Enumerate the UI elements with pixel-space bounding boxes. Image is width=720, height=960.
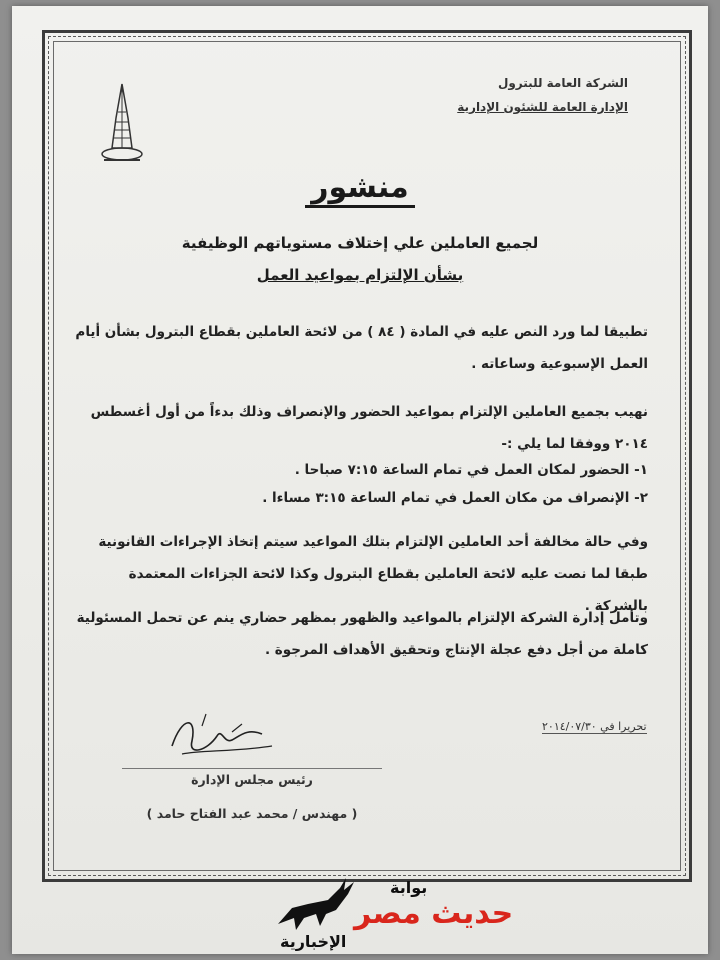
watermark-portal: بوابة (390, 878, 428, 897)
paragraph-violation: وفي حالة مخالفة أحد العاملين الإلتزام بتلك المواعيد سيتم إتخاذ الإجراءات القانونية طبقا لما نصت عليه لائحة العاملين بقطاع البترول وكذا لائحة الجزاءات المعتمدة بالشركة . (98, 534, 648, 614)
document-title (12, 170, 708, 205)
list-item: ٢- الإنصراف من مكان العمل في تمام الساعة ٣:١٥ مساءا . (262, 490, 648, 506)
paragraph-intro: تطبيقا لما ورد النص عليه في المادة ( ٨٤ ) من لائحة العاملين بقطاع البترول بشأن أيام العمل الإسبوعية وساعاته . (75, 324, 648, 372)
company-logo-icon (98, 78, 146, 168)
watermark-news: الإخبارية (280, 932, 347, 951)
list-item: ١- الحضور لمكان العمل في تمام الساعة ٧:١٥ صباحا . (294, 462, 648, 478)
signer-title: رئيس مجلس الإدارة (191, 772, 313, 787)
handwritten-signature (162, 706, 282, 766)
company-name: الشركة العامة للبترول (497, 76, 628, 90)
issue-date: تحريرا في ٢٠١٤/٠٧/٣٠ (542, 720, 647, 733)
subtitle-topic: بشأن الإلتزام بمواعيد العمل (256, 266, 464, 284)
paragraph-closing: وتأمل إدارة الشركة الإلتزام بالمواعيد والظهور بمظهر حضاري ينم عن تحمل المسئولية كاملة من أجل دفع عجلة الإنتاج وتحقيق الأهداف المرجوة . (76, 610, 648, 658)
title-text: منشور (305, 170, 414, 208)
watermark-brand: حديث مصر (354, 896, 514, 931)
subtitle-audience: لجميع العاملين علي إختلاف مستوياتهم الوظيفية (181, 234, 539, 252)
document-page (12, 6, 708, 954)
paragraph-notice: نهيب بجميع العاملين الإلتزام بمواعيد الحضور والإنصراف وذلك بدءاً من أول أغسطس ٢٠١٤ ووفقا لما يلي :- (90, 404, 648, 452)
signature-line (122, 768, 382, 769)
department-name: الإدارة العامة للشئون الإدارية (457, 100, 628, 114)
signer-name: ( مهندس / محمد عبد الفتاح حامد ) (146, 806, 358, 821)
